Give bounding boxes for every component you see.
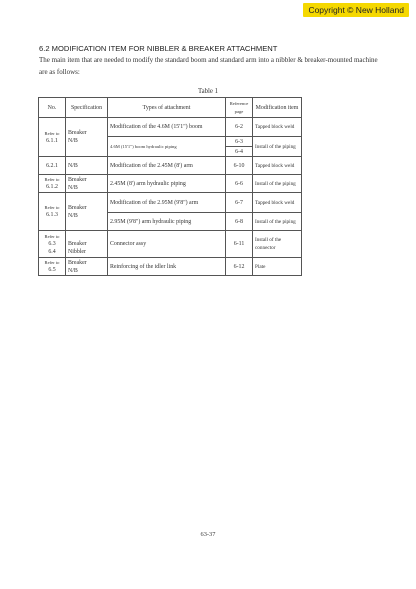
row-no-value: 6.3 [48, 240, 56, 247]
table-header-row [39, 98, 302, 118]
row-type: 4.6M (15'1") boom hydraulic piping [108, 137, 226, 157]
table-row [39, 118, 302, 137]
row-page: 6-3 [226, 137, 253, 147]
row-page: 6-4 [226, 147, 253, 157]
row-page: 6-8 [226, 213, 253, 231]
refer-to-label: Refer to [44, 177, 60, 182]
spec-line: N/B [68, 138, 78, 144]
intro-paragraph: The main item that are needed to modify the standard boom and standard arm into a nibbler & breaker-mounted machine are as follows: [39, 56, 378, 76]
row-specification [66, 193, 108, 231]
row-no-value: 6.4 [48, 248, 56, 255]
row-no-value: 6.1.3 [46, 212, 58, 218]
row-no [39, 118, 66, 157]
row-specification [66, 118, 108, 157]
header-modification: Modification item [253, 98, 302, 118]
row-type: 2.95M (9'8") arm hydraulic piping [108, 213, 226, 231]
row-modification: Tapped block weld [253, 118, 302, 137]
spec-line: Breaker [68, 130, 87, 136]
spec-line: Breaker [68, 204, 87, 211]
spec-line: Breaker [68, 176, 87, 183]
refer-to-label: Refer to [44, 130, 60, 136]
row-specification [66, 231, 108, 258]
row-no-value: 6.2.1 [39, 157, 66, 175]
table-row [39, 258, 302, 276]
row-no [39, 231, 66, 258]
row-page: 6-2 [226, 118, 253, 137]
section-heading: 6.2 MODIFICATION ITEM FOR NIBBLER & BREAKER ATTACHMENT [39, 44, 278, 53]
table-row [39, 157, 302, 175]
spec-line: N/B [68, 267, 78, 274]
row-no [39, 258, 66, 276]
row-type: Modification of the 4.6M (15'1") boom [108, 118, 226, 137]
row-specification [66, 175, 108, 193]
row-no [39, 175, 66, 193]
table-row [39, 175, 302, 193]
row-type: Connector assy [108, 231, 226, 258]
row-modification: Tapped block weld [253, 157, 302, 175]
copyright-badge: Copyright © New Holland [303, 3, 409, 17]
header-reference-page: Reference page [226, 98, 253, 118]
row-type: Modification of the 2.45M (8') arm [108, 157, 226, 175]
row-modification: Install of the connector [253, 231, 302, 258]
row-page: 6-6 [226, 175, 253, 193]
row-no-value: 6.1.2 [46, 184, 58, 190]
spec-line: Nibbler [68, 248, 86, 255]
row-type: Reinforcing of the idler link [108, 258, 226, 276]
row-specification [66, 258, 108, 276]
refer-to-label: Refer to [44, 260, 60, 265]
row-modification: Install of the piping [253, 175, 302, 193]
row-modification: Tapped block weld [253, 193, 302, 213]
row-specification: N/B [66, 157, 108, 175]
header-types: Types of attachment [108, 98, 226, 118]
refer-to-label: Refer to [44, 205, 60, 210]
refer-to-label: Refer to [44, 233, 60, 239]
page-number: 63-37 [200, 531, 216, 538]
row-modification: Install of the piping [253, 213, 302, 231]
row-page: 6-10 [226, 157, 253, 175]
spec-line: N/B [68, 184, 78, 191]
row-no-value: 6.1.1 [46, 137, 58, 144]
row-modification: Plate [253, 258, 302, 276]
row-page: 6-12 [226, 258, 253, 276]
header-specification: Specification [66, 98, 108, 118]
attachment-table [38, 97, 302, 276]
header-no: No. [39, 98, 66, 118]
row-no [39, 193, 66, 231]
spec-line: Breaker [68, 240, 87, 247]
row-modification: Install of the piping [253, 137, 302, 157]
spec-line: Breaker [68, 259, 87, 266]
table-row [39, 193, 302, 213]
row-page: 6-11 [226, 231, 253, 258]
spec-line: N/B [68, 212, 78, 219]
table-row [39, 231, 302, 258]
table-caption: Table 1 [197, 88, 219, 95]
row-type: Modification of the 2.95M (9'8") arm [108, 193, 226, 213]
row-no-value: 6.5 [48, 267, 56, 273]
row-type: 2.45M (8') arm hydraulic piping [108, 175, 226, 193]
row-page: 6-7 [226, 193, 253, 213]
